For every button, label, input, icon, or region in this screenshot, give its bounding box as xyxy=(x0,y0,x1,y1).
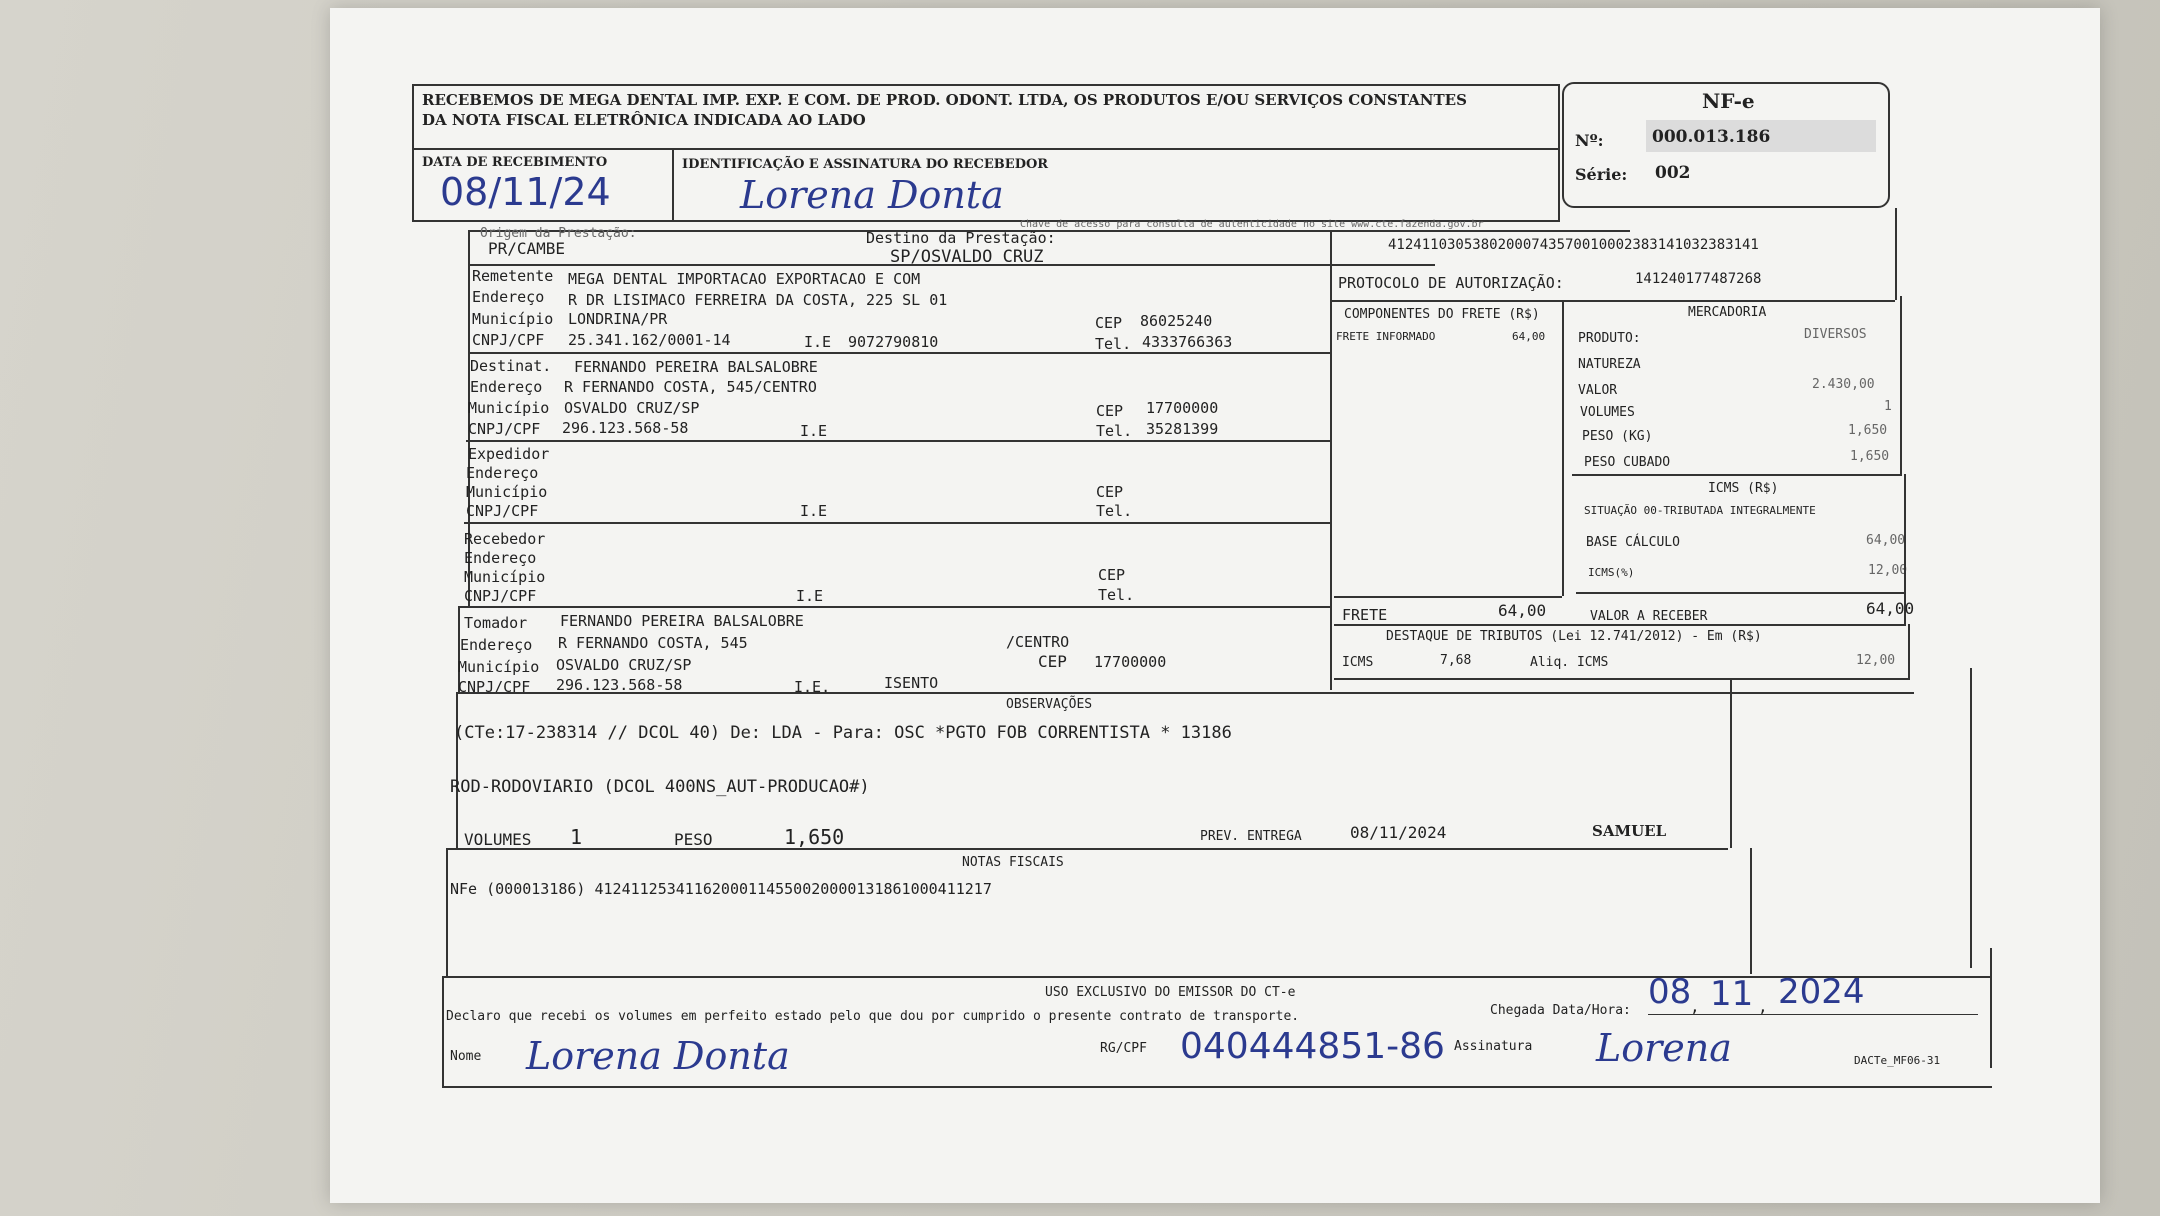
icms-title: ICMS (R$) xyxy=(1708,481,1779,496)
taxes-bottom-line xyxy=(1334,678,1910,680)
issuer-rg-value: 040444851-86 xyxy=(1180,1026,1445,1067)
recipient-city: OSVALDO CRUZ/SP xyxy=(564,399,700,417)
dispatcher-bottom-line xyxy=(464,522,1332,524)
issuer-right-line xyxy=(1990,948,1992,1068)
issuer-title: USO EXCLUSIVO DO EMISSOR DO CT-e xyxy=(1045,985,1296,1000)
sender-name: MEGA DENTAL IMPORTACAO EXPORTACAO E COM xyxy=(568,270,921,288)
sender-doc: 25.341.162/0001-14 xyxy=(568,331,731,349)
taker-city-label: Município xyxy=(458,658,540,676)
receipt-declaration: RECEBEMOS DE MEGA DENTAL IMP. EXP. E COM. DE PROD. ODONT. LTDA, OS PRODUTOS E/OU SERVIÇOS CONSTANTES DA NOTA FISCAL ELETRÔNICA INDICADA AO LADO xyxy=(422,91,1467,129)
taxes-icms-label: ICMS xyxy=(1342,655,1374,670)
issuer-bottom-line xyxy=(442,1086,1992,1088)
goods-title: MERCADORIA xyxy=(1688,305,1767,320)
route-destination: SP/OSVALDO CRUZ xyxy=(890,247,1044,267)
obs-title: OBSERVAÇÕES xyxy=(1006,697,1093,712)
obs-driver: SAMUEL xyxy=(1592,822,1667,840)
sender-bottom-line xyxy=(468,352,1330,354)
obs-line1: (CTe:17-238314 // DCOL 40) De: LDA - Para: OSC *PGTO FOB CORRENTISTA * 13186 xyxy=(454,723,1232,743)
icms-situation: SITUAÇÃO 00-TRIBUTADA INTEGRALMENTE xyxy=(1584,504,1816,517)
taker-ie-label: I.E. xyxy=(794,678,831,696)
freight-top-line xyxy=(1330,300,1895,302)
icms-receivable-line xyxy=(1576,592,1906,594)
taxes-title: DESTAQUE DE TRIBUTOS (Lei 12.741/2012) - Em (R$) xyxy=(1386,629,1762,644)
goods-right-line xyxy=(1900,296,1902,476)
goods-product: DIVERSOS xyxy=(1804,327,1867,342)
obs-top-line xyxy=(458,692,1914,694)
taxes-top-line xyxy=(1334,624,1906,626)
sender-tel: 4333766363 xyxy=(1142,333,1233,351)
goods-volumes: 1 xyxy=(1884,399,1892,414)
obs-weight: 1,650 xyxy=(784,825,845,849)
sender-address-label: Endereço xyxy=(472,288,545,306)
taker-cep-label: CEP xyxy=(1038,652,1067,671)
recipient-doc-label: CNPJ/CPF xyxy=(468,420,541,438)
issuer-sig-label: Assinatura xyxy=(1454,1039,1533,1054)
recipient-ie-label: I.E xyxy=(800,422,828,440)
icms-top-line xyxy=(1572,474,1902,476)
recipient-tel-label: Tel. xyxy=(1096,422,1133,440)
dispatcher-city-label: Município xyxy=(466,483,548,501)
taker-doc-label: CNPJ/CPF xyxy=(458,678,531,696)
dispatcher-address-label: Endereço xyxy=(466,464,539,482)
taxes-rate-value: 12,00 xyxy=(1856,653,1896,668)
issuer-form-code: DACTe_MF06-31 xyxy=(1854,1054,1941,1067)
recipient-city-label: Município xyxy=(468,399,550,417)
nfe-series-label: Série: xyxy=(1575,165,1628,184)
taxes-right-line xyxy=(1908,624,1910,678)
dispatcher-cep-label: CEP xyxy=(1096,483,1124,501)
goods-cubed-label: PESO CUBADO xyxy=(1584,455,1671,470)
receipt-date-value: 08/11/24 xyxy=(440,170,611,214)
receiver-ie-label: I.E xyxy=(796,587,824,605)
taxes-rate-label: Aliq. ICMS xyxy=(1530,655,1609,670)
receiver-tel-label: Tel. xyxy=(1098,586,1135,604)
invoices-line: NFe (000013186) 41241125341162000114550020000131861000411217 xyxy=(450,880,992,898)
sender-city: LONDRINA/PR xyxy=(568,310,668,328)
issuer-declaration: Declaro que recebi os volumes em perfeito estado pelo que dou por cumprido o presente contrato de transporte. xyxy=(446,1009,1300,1024)
icms-base: 64,00 xyxy=(1866,533,1906,548)
recipient-cep: 17700000 xyxy=(1146,399,1219,417)
freight-informed-value: 64,00 xyxy=(1512,330,1546,343)
taker-address: R FERNANDO COSTA, 545 xyxy=(558,634,748,652)
taker-ie: ISENTO xyxy=(884,674,939,692)
obs-volumes-label: VOLUMES xyxy=(464,830,532,849)
taker-label: Tomador xyxy=(464,614,528,632)
taker-address-label: Endereço xyxy=(460,636,533,654)
receiver-doc-label: CNPJ/CPF xyxy=(464,587,537,605)
nfe-series: 002 xyxy=(1655,163,1691,183)
sender-city-label: Município xyxy=(472,310,554,328)
recipient-tel: 35281399 xyxy=(1146,420,1219,438)
recipient-address: R FERNANDO COSTA, 545/CENTRO xyxy=(564,378,817,396)
issuer-arrival-sep1: , xyxy=(1690,997,1700,1016)
taxes-icms-value: 7,68 xyxy=(1440,653,1472,668)
protocol-label: PROTOCOLO DE AUTORIZAÇÃO: xyxy=(1338,274,1564,292)
parties-right-line xyxy=(1330,230,1332,690)
route-origin: PR/CAMBE xyxy=(488,239,566,258)
invoices-title: NOTAS FISCAIS xyxy=(962,855,1064,870)
sender-ie: 9072790810 xyxy=(848,333,939,351)
invoices-right-line xyxy=(1750,848,1752,974)
obs-left-line xyxy=(456,692,458,848)
issuer-left-line xyxy=(442,976,444,1088)
taker-doc: 296.123.568-58 xyxy=(556,676,683,694)
goods-nature-label: NATUREZA xyxy=(1578,357,1641,372)
issuer-arrival-label: Chegada Data/Hora: xyxy=(1490,1003,1631,1018)
obs-delivery: 08/11/2024 xyxy=(1350,823,1447,842)
sender-cep: 86025240 xyxy=(1140,312,1213,330)
invoices-left-line xyxy=(446,848,448,978)
goods-weight-label: PESO (KG) xyxy=(1582,429,1653,444)
receiver-cep-label: CEP xyxy=(1098,566,1126,584)
route-bottom-line xyxy=(470,264,1435,266)
access-right-line xyxy=(1895,208,1897,300)
issuer-top-line xyxy=(444,976,1990,978)
arrival-underline xyxy=(1648,1014,1978,1015)
obs-right-line xyxy=(1730,678,1732,848)
goods-product-label: PRODUTO: xyxy=(1578,331,1641,346)
taker-district: /CENTRO xyxy=(1006,633,1070,651)
icms-base-label: BASE CÁLCULO xyxy=(1586,535,1680,550)
recipient-doc: 296.123.568-58 xyxy=(562,419,689,437)
dispatcher-tel-label: Tel. xyxy=(1096,502,1133,520)
route-destination-label: Destino da Prestação: xyxy=(866,229,1056,247)
obs-bottom-line xyxy=(448,848,1728,850)
sender-address: R DR LISIMACO FERREIRA DA COSTA, 225 SL 01 xyxy=(568,291,948,309)
sender-label: Remetente xyxy=(472,267,554,285)
icms-rate-label: ICMS(%) xyxy=(1588,566,1635,579)
goods-cubed: 1,650 xyxy=(1850,449,1890,464)
recipient-address-label: Endereço xyxy=(470,378,543,396)
freight-total-label: FRETE xyxy=(1342,606,1388,624)
receipt-date-label: DATA DE RECEBIMENTO xyxy=(422,155,608,170)
recipient-cep-label: CEP xyxy=(1096,402,1124,420)
issuer-name-label: Nome xyxy=(450,1049,482,1064)
issuer-rg-label: RG/CPF xyxy=(1100,1041,1147,1056)
taker-cep: 17700000 xyxy=(1094,653,1167,671)
icms-rate: 12,00 xyxy=(1868,563,1908,578)
receiver-label: Recebedor xyxy=(464,530,546,548)
document-paper xyxy=(330,8,2100,1203)
goods-volumes-label: VOLUMES xyxy=(1580,405,1635,420)
nfe-number: 000.013.186 xyxy=(1652,127,1771,147)
freight-total-value: 64,00 xyxy=(1498,601,1547,620)
issuer-signature: Lorena xyxy=(1596,1026,1732,1070)
nfe-number-label: Nº: xyxy=(1575,131,1604,150)
receipt-signature: Lorena Donta xyxy=(740,173,1004,217)
paper-right-line xyxy=(1970,668,1972,968)
issuer-arrival-sep2: , xyxy=(1758,997,1768,1016)
receiver-address-label: Endereço xyxy=(464,549,537,567)
freight-components-label: COMPONENTES DO FRETE (R$) xyxy=(1344,307,1540,322)
dispatcher-label: Expedidor xyxy=(468,445,550,463)
recipient-label: Destinat. xyxy=(470,357,552,375)
dispatcher-doc-label: CNPJ/CPF xyxy=(466,502,539,520)
recipient-bottom-line xyxy=(466,440,1332,442)
taker-name: FERNANDO PEREIRA BALSALOBRE xyxy=(560,612,804,630)
access-key: 41241103053802000743570010002383141032383141 xyxy=(1388,237,1759,253)
goods-value-label: VALOR xyxy=(1578,383,1618,398)
route-origin-label: Origem da Prestação: xyxy=(480,226,637,241)
obs-volumes: 1 xyxy=(570,825,583,849)
goods-value: 2.430,00 xyxy=(1812,377,1875,392)
receiver-city-label: Município xyxy=(464,568,546,586)
freight-right-line xyxy=(1562,300,1564,596)
goods-weight: 1,650 xyxy=(1848,423,1888,438)
receiver-bottom-line xyxy=(460,606,1332,608)
issuer-arrival-day: 08 xyxy=(1648,972,1692,1012)
recipient-name: FERNANDO PEREIRA BALSALOBRE xyxy=(574,358,818,376)
nfe-title: NF-e xyxy=(1702,89,1755,113)
protocol-value: 141240177487268 xyxy=(1635,271,1762,287)
icms-receivable-label: VALOR A RECEBER xyxy=(1590,609,1708,624)
dispatcher-ie-label: I.E xyxy=(800,502,828,520)
issuer-name-signature: Lorena Donta xyxy=(526,1034,790,1078)
access-note: Chave de acesso para consulta de autenticidade no site www.cte.fazenda.gov.br xyxy=(1020,219,1484,230)
obs-delivery-label: PREV. ENTREGA xyxy=(1200,829,1302,844)
freight-total-top-line xyxy=(1334,596,1562,598)
sender-doc-label: CNPJ/CPF xyxy=(472,331,545,349)
sender-ie-label: I.E xyxy=(804,333,832,351)
taker-city: OSVALDO CRUZ/SP xyxy=(556,656,692,674)
freight-informed-label: FRETE INFORMADO xyxy=(1336,330,1436,343)
sender-cep-label: CEP xyxy=(1095,314,1123,332)
receipt-id-label: IDENTIFICAÇÃO E ASSINATURA DO RECEBEDOR xyxy=(682,157,1049,172)
issuer-arrival-month: 11 xyxy=(1710,974,1754,1014)
icms-receivable: 64,00 xyxy=(1866,599,1915,618)
issuer-arrival-year: 2024 xyxy=(1778,972,1865,1012)
obs-weight-label: PESO xyxy=(674,830,713,849)
sender-tel-label: Tel. xyxy=(1095,335,1132,353)
obs-line2: ROD-RODOVIARIO (DCOL 400NS_AUT-PRODUCAO#) xyxy=(450,777,870,797)
